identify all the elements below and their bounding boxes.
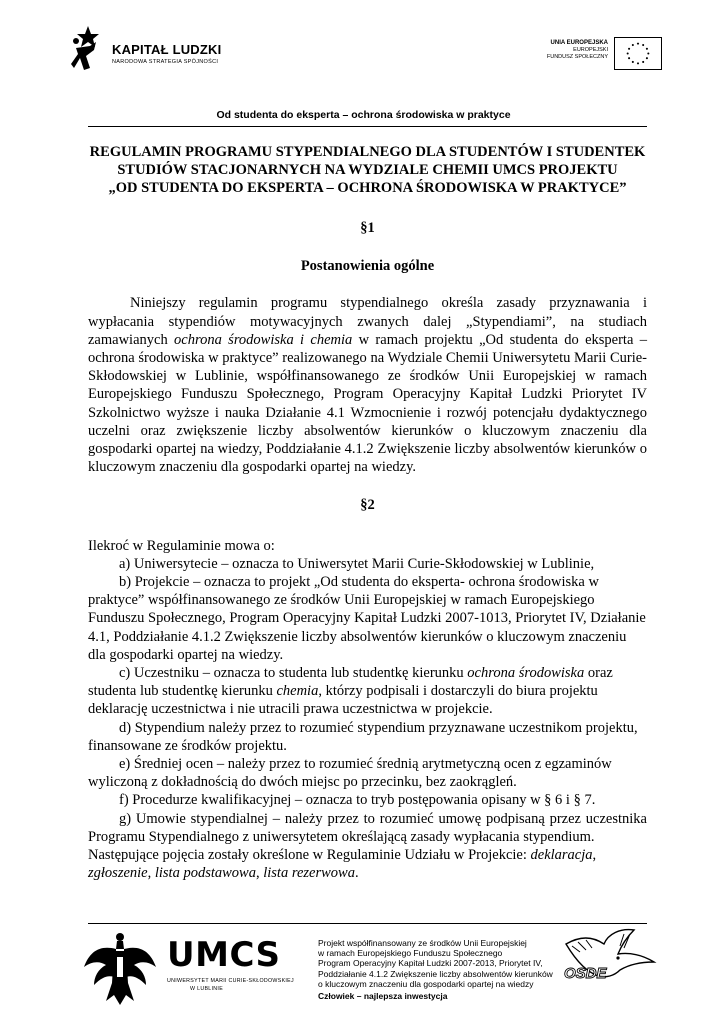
footer-rule: [88, 923, 647, 924]
text-run: ,: [255, 865, 264, 882]
eu-line-2: EUROPEJSKI: [573, 47, 608, 53]
section-1-paragraph: [88, 294, 647, 476]
title-line-2: STUDIÓW STACJONARNYCH NA WYDZIALE CHEMII UMCS PROJEKTU: [117, 162, 618, 178]
footer-info-line-3: Program Operacyjny Kapitał Ludzki 2007-2013, Priorytet IV,: [318, 958, 543, 969]
section-1-heading: Postanowienia ogólne: [300, 258, 435, 275]
eu-flag-icon: [614, 37, 662, 70]
eu-text: [547, 39, 608, 61]
umcs-wordmark: UMCS: [167, 935, 281, 975]
project-header: Od studenta do eksperta – ochrona środowiska w praktyce: [216, 109, 511, 121]
text-run: , którzy podpisali i dostarczyli do biura projektu deklarację uczestnictwa i nie utracili prawa uczestnictwa w projekcie.: [88, 683, 598, 718]
header-rule: [88, 126, 647, 127]
text-run: Następujące pojęcia zostały określone w Regulaminie Udziału w Projekcie:: [88, 847, 531, 864]
document-title: [88, 143, 647, 197]
title-line-3: „OD STUDENTA DO EKSPERTA – OCHRONA ŚRODOWISKA W PRAKTYCE”: [108, 180, 627, 196]
emphasis: chemia: [276, 683, 319, 700]
kapital-ludzki-title: KAPITAŁ LUDZKI: [112, 42, 222, 57]
kapital-ludzki-subtitle: NARODOWA STRATEGIA SPÓJNOŚCI: [112, 59, 219, 65]
definitions-intro: Ilekroć w Regulaminie mowa o:: [88, 537, 275, 554]
definition-g: g) Umowie stypendialnej – należy przez to rozumieć umowę podpisaną przez uczestnika Programu Stypendialnego z uniwersytetem określającą zasady wypłacania stypendium.: [88, 810, 647, 845]
eu-logo: [546, 37, 662, 71]
emphasis: ochrona środowiska i chemia: [174, 331, 353, 348]
text-run: Niniejszy regulamin programu stypendialnego określa zasady przyznawania i wypłacania stypendiów motywacyjnych zwanych dalej „Stypendiami”, na studiach zamawianych: [88, 295, 647, 348]
osde-label: OSDE: [564, 965, 607, 982]
footer-info-line-4: Poddziałanie 4.1.2 Zwiększenie liczby absolwentów kierunków: [318, 968, 553, 979]
text-run: ,: [147, 865, 155, 882]
definition-c: [88, 664, 647, 719]
section-1-number: §1: [360, 220, 375, 236]
footer-info-line-1: Projekt współfinansowany ze środków Unii Europejskiej: [318, 938, 527, 948]
emphasis: lista rezerwowa: [263, 865, 355, 882]
emphasis: ochrona środowiska: [467, 665, 585, 682]
eagle-emblem-icon: [80, 927, 160, 1007]
kapital-ludzki-logo: [70, 24, 240, 74]
definition-f: f) Procedurze kwalifikacyjnej – oznacza to tryb postępowania opisany w § 6 i § 7.: [119, 792, 596, 809]
document-body: [88, 143, 647, 883]
eu-line-3: FUNDUSZ SPOŁECZNY: [546, 54, 608, 60]
text-run: w ramach projektu „Od studenta do eksperta – ochrona środowiska w praktyce” realizowanego na Wydziale Chemii Uniwersytetu Marii Curie-Skłodowskiej w Lublinie, współfinansowanego ze środków Unii Europejskiej w ramach Europejskiego Funduszu Społecznego, Program Operacyjny Kapitał Ludzki Priorytet IV Szkolnictwo wyższe i nauka Działanie 4.1 Wzmocnienie i rozwój potencjału dydaktycznego uczelni oraz zwiększenie liczby absolwentów kierunków o kluczowym znaczeniu dla gospodarki opartej na wiedzy, Poddziałanie 4.1.2 Zwiększenie liczby absolwentów kierunków o kluczowym znaczeniu dla gospodarki opartej na wiedzy.: [88, 331, 647, 476]
emphasis: deklaracja: [530, 847, 593, 864]
kapital-ludzki-star-figure-icon: [70, 24, 104, 74]
footer-info-line-5: o kluczowym znaczeniu dla gospodarki opartej na wiedzy: [318, 978, 534, 989]
footer-slogan: Człowiek – najlepsza inwestycja: [318, 991, 448, 1001]
section-2-number: §2: [360, 497, 375, 514]
umcs-name-line-1: UNIWERSYTET MARII CURIE-SKŁODOWSKIEJ: [167, 978, 294, 984]
text-run: ,: [592, 847, 597, 864]
definition-a: a) Uniwersytecie – oznacza to Uniwersytet Marii Curie-Skłodowskiej w Lublinie,: [119, 555, 595, 572]
title-line-1: REGULAMIN PROGRAMU STYPENDIALNEGO DLA STUDENTÓW I STUDENTEK: [89, 144, 646, 160]
osde-bird-icon: [558, 926, 658, 996]
eu-line-1: UNIA EUROPEJSKA: [550, 40, 608, 46]
footer-info-line-2: w ramach Europejskiego Funduszu Społecznego: [318, 948, 503, 959]
text-run: .: [354, 865, 359, 882]
umcs-name-line-2: W LUBLINIE: [190, 986, 224, 992]
definition-e: e) Średniej ocen – należy przez to rozumieć średnią arytmetyczną ocen z egzaminów wyliczoną z dokładnością do dwóch miejsc po przecinku, bez zaokrągleń.: [88, 756, 612, 791]
text-run: oraz studenta lub studentkę kierunku: [88, 665, 613, 700]
text-run: c) Uczestniku – oznacza to studenta lub studentkę kierunku: [119, 665, 468, 682]
definitions-reference: [88, 846, 647, 882]
definition-d: d) Stypendium należy przez to rozumieć stypendium przyznawane uczestnikom projektu, finansowane ze środków projektu.: [88, 719, 638, 754]
definition-b: b) Projekcie – oznacza to projekt „Od studenta do eksperta- ochrona środowiska w praktyce” współfinansowanego ze środków Unii Europejskiej w ramach Europejskiego Funduszu Społecznego, Program Operacyjny Kapitał Ludzki 2007-1013, Priorytet IV, Działanie 4.1, Poddziałanie 4.1.2 Zwiększenie liczby absolwentów kierunków o kluczowym znaczeniu dla gospodarki opartej na wiedzy.: [88, 574, 646, 663]
emphasis: lista podstawowa: [154, 865, 256, 882]
emphasis: zgłoszenie: [88, 865, 148, 882]
footer-info: [318, 938, 553, 989]
